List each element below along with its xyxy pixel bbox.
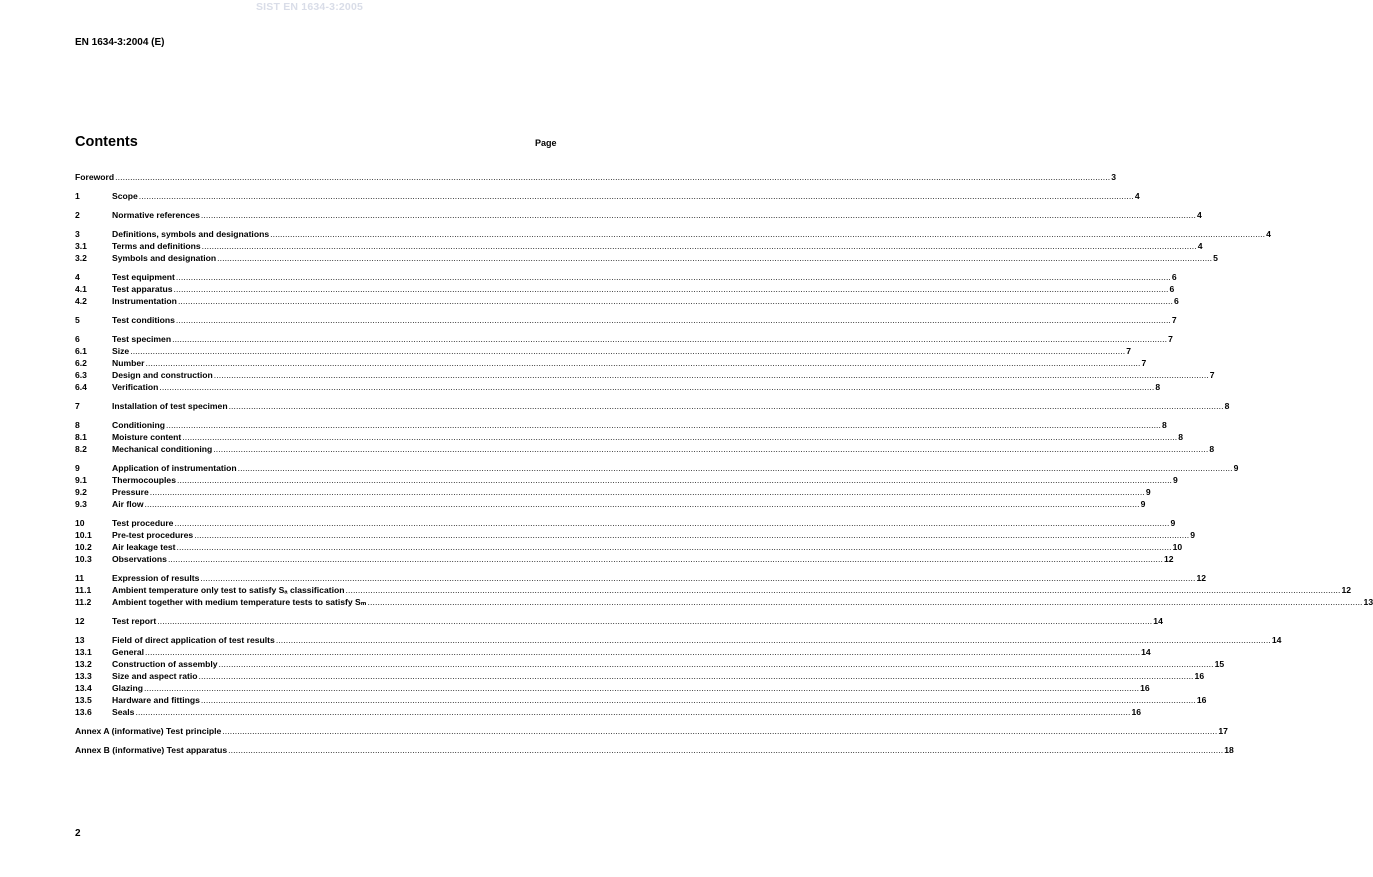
toc-leader-dots: ................................................................................................................................................................................................................................................................................................................................................................................................................	[157, 616, 1153, 626]
toc-entry[interactable]	[75, 240, 1203, 252]
toc-entry-number: 6.3	[75, 370, 87, 380]
toc-entry-page: 4	[1197, 241, 1203, 251]
toc-entry-title: Pre-test procedures	[112, 530, 194, 540]
toc-entry-title: Installation of test specimen	[112, 401, 228, 411]
toc-entry-number: 13.1	[75, 647, 92, 657]
toc-entry-page: 14	[1153, 616, 1163, 626]
toc-leader-dots: ................................................................................................................................................................................................................................................................................................................................................................................................................	[275, 635, 1271, 645]
toc-entry-page: 6	[1173, 296, 1179, 306]
toc-entry-page: 7	[1168, 334, 1173, 344]
toc-entry[interactable]	[75, 381, 1161, 393]
toc-entry[interactable]	[75, 584, 1352, 596]
toc-leader-dots: ................................................................................................................................................................................................................................................................................................................................................................................................................	[138, 191, 1134, 201]
toc-entry-title: Conditioning	[112, 420, 165, 430]
toc-entry-page: 7	[1209, 370, 1215, 380]
toc-entry[interactable]	[75, 553, 1174, 565]
toc-entry-title: Pressure	[112, 487, 149, 497]
toc-entry-number: 4.2	[75, 296, 87, 306]
toc-leader-dots: ................................................................................................................................................................................................................................................................................................................................................................................................................	[145, 358, 1141, 368]
toc-leader-dots: ................................................................................................................................................................................................................................................................................................................................................................................................................	[144, 683, 1140, 693]
toc-entry[interactable]	[75, 682, 1150, 694]
toc-leader-dots: ................................................................................................................................................................................................................................................................................................................................................................................................................	[194, 530, 1190, 540]
toc-entry-number: 13.5	[75, 695, 92, 705]
toc-entry-number: 3	[75, 229, 80, 239]
toc-entry-number: 13.3	[75, 671, 92, 681]
toc-leader-dots: ................................................................................................................................................................................................................................................................................................................................................................................................................	[135, 707, 1131, 717]
toc-leader-dots: ................................................................................................................................................................................................................................................................................................................................................................................................................	[217, 253, 1213, 263]
toc-entry-page: 17	[1218, 726, 1228, 736]
toc-leader-dots: ................................................................................................................................................................................................................................................................................................................................................................................................................	[175, 315, 1171, 325]
toc-entry-title: Scope	[112, 191, 138, 201]
toc-entry-number: 9.1	[75, 475, 87, 485]
toc-entry-number: 10.3	[75, 554, 92, 564]
toc-leader-dots: ................................................................................................................................................................................................................................................................................................................................................................................................................	[165, 420, 1162, 430]
toc-entry-page: 18	[1224, 745, 1234, 755]
toc-entry-title: Definitions, symbols and designations	[112, 229, 270, 239]
toc-entry-title: Terms and definitions	[112, 241, 201, 251]
toc-entry-number: 6.2	[75, 358, 87, 368]
toc-entry[interactable]	[75, 725, 1228, 737]
toc-entry-page: 16	[1140, 683, 1150, 693]
toc-entry-page: 9	[1140, 499, 1146, 509]
toc-entry-title: Air leakage test	[112, 542, 176, 552]
toc-entry-title: Observations	[112, 554, 167, 564]
toc-entry-page: 8	[1224, 401, 1230, 411]
toc-leader-dots: ................................................................................................................................................................................................................................................................................................................................................................................................................	[144, 499, 1140, 509]
watermark: SIST EN 1634-3:2005	[255, 1, 364, 13]
toc-entry-number: 11.1	[75, 585, 92, 595]
toc-entry-page: 8	[1155, 382, 1161, 392]
toc-entry-title: Construction of assembly	[112, 659, 218, 669]
toc-entry-page: 15	[1214, 659, 1225, 669]
toc-entry[interactable]	[75, 252, 1218, 264]
toc-entry-page: 16	[1196, 695, 1207, 705]
table-of-contents	[75, 171, 1373, 756]
toc-entry-page: 3	[1111, 172, 1116, 182]
toc-entry-number: 9.3	[75, 499, 87, 509]
toc-entry-number: 13	[75, 635, 85, 645]
toc-entry-number: 4.1	[75, 284, 87, 294]
toc-entry[interactable]	[75, 541, 1183, 553]
toc-entry[interactable]	[75, 474, 1178, 486]
toc-entry-page: 9	[1173, 475, 1178, 485]
toc-leader-dots: ................................................................................................................................................................................................................................................................................................................................................................................................................	[200, 210, 1196, 220]
toc-entry[interactable]	[75, 596, 1373, 608]
toc-entry-number: 9.2	[75, 487, 87, 497]
toc-leader-dots: ................................................................................................................................................................................................................................................................................................................................................................................................................	[201, 241, 1197, 251]
toc-leader-dots: ................................................................................................................................................................................................................................................................................................................................................................................................................	[228, 401, 1224, 411]
toc-entry-title: Test equipment	[112, 272, 175, 282]
toc-entry[interactable]	[75, 658, 1225, 670]
toc-entry[interactable]	[75, 646, 1151, 658]
toc-entry-title: Moisture content	[112, 432, 182, 442]
document-header: EN 1634-3:2004 (E)	[75, 37, 165, 48]
toc-leader-dots: ................................................................................................................................................................................................................................................................................................................................................................................................................	[200, 695, 1196, 705]
toc-entry[interactable]	[75, 271, 1177, 283]
toc-entry[interactable]	[75, 369, 1215, 381]
toc-entry-number: 3.1	[75, 241, 87, 251]
toc-entry-title: Seals	[112, 707, 135, 717]
toc-entry-page: 16	[1131, 707, 1142, 717]
toc-entry-number: 10.2	[75, 542, 92, 552]
toc-entry-number: 7	[75, 401, 80, 411]
toc-leader-dots: ................................................................................................................................................................................................................................................................................................................................................................................................................	[130, 346, 1126, 356]
toc-entry-title: Ambient temperature only test to satisfy Sₐ classification	[112, 585, 345, 595]
toc-entry-title: Field of direct application of test results	[112, 635, 275, 645]
toc-entry[interactable]	[75, 333, 1173, 345]
toc-entry[interactable]	[75, 419, 1167, 431]
toc-entry[interactable]	[75, 529, 1196, 541]
toc-entry-number: 8	[75, 420, 80, 430]
toc-entry-page: 8	[1178, 432, 1184, 442]
toc-entry[interactable]	[75, 706, 1142, 718]
toc-entry-number: 10	[75, 518, 85, 528]
toc-leader-dots: ................................................................................................................................................................................................................................................................................................................................................................................................................	[172, 334, 1168, 344]
toc-entry-page: 14	[1141, 647, 1151, 657]
toc-entry[interactable]	[75, 228, 1271, 240]
toc-entry[interactable]	[75, 314, 1177, 326]
page-number: 2	[75, 828, 81, 839]
toc-entry-page: 4	[1134, 191, 1140, 201]
toc-entry[interactable]	[75, 498, 1146, 510]
toc-leader-dots: ................................................................................................................................................................................................................................................................................................................................................................................................................	[270, 229, 1266, 239]
toc-entry-title: Size	[112, 346, 130, 356]
toc-entry-title: Glazing	[112, 683, 144, 693]
toc-entry-number: 11	[75, 573, 85, 583]
toc-entry-number: 13.4	[75, 683, 92, 693]
toc-entry-number: 13.6	[75, 707, 92, 717]
toc-entry-title: General	[112, 647, 145, 657]
toc-entry-title: Foreword	[75, 172, 115, 182]
toc-leader-dots: ................................................................................................................................................................................................................................................................................................................................................................................................................	[182, 432, 1178, 442]
toc-entry-page: 4	[1266, 229, 1271, 239]
toc-leader-dots: ................................................................................................................................................................................................................................................................................................................................................................................................................	[145, 647, 1141, 657]
toc-entry-title: Test specimen	[112, 334, 172, 344]
toc-entry-title: Test conditions	[112, 315, 175, 325]
toc-entry-page: 12	[1341, 585, 1352, 595]
toc-entry-title: Number	[112, 358, 145, 368]
toc-entry-page: 12	[1163, 554, 1174, 564]
toc-leader-dots: ................................................................................................................................................................................................................................................................................................................................................................................................................	[237, 463, 1233, 473]
toc-entry-number: 11.2	[75, 597, 92, 607]
toc-entry[interactable]	[75, 615, 1163, 627]
toc-entry-number: 1	[75, 191, 80, 201]
toc-entry-number: 13.2	[75, 659, 92, 669]
toc-entry-page: 7	[1141, 358, 1147, 368]
toc-entry[interactable]	[75, 517, 1176, 529]
toc-entry-page: 16	[1194, 671, 1205, 681]
toc-entry[interactable]	[75, 283, 1175, 295]
toc-entry[interactable]	[75, 190, 1140, 202]
toc-entry[interactable]	[75, 572, 1207, 584]
toc-entry[interactable]	[75, 295, 1179, 307]
toc-entry[interactable]	[75, 209, 1202, 221]
toc-entry-number: 4	[75, 272, 80, 282]
toc-entry-number: 12	[75, 616, 85, 626]
toc-entry-number: 6.1	[75, 346, 87, 356]
toc-entry-title: Design and construction	[112, 370, 213, 380]
toc-entry-page: 10	[1172, 542, 1183, 552]
toc-entry-number: 5	[75, 315, 80, 325]
toc-leader-dots: ................................................................................................................................................................................................................................................................................................................................................................................................................	[177, 475, 1173, 485]
toc-entry-page: 9	[1170, 518, 1176, 528]
toc-entry[interactable]	[75, 744, 1234, 756]
toc-entry[interactable]	[75, 670, 1205, 682]
page-column-label: Page	[535, 138, 557, 148]
toc-entry[interactable]	[75, 400, 1230, 412]
toc-entry-title: Verification	[112, 382, 159, 392]
toc-entry[interactable]	[75, 486, 1151, 498]
toc-entry-number: 2	[75, 210, 80, 220]
toc-entry[interactable]	[75, 171, 1116, 183]
toc-leader-dots: ................................................................................................................................................................................................................................................................................................................................................................................................................	[175, 272, 1171, 282]
toc-entry-page: 7	[1126, 346, 1132, 356]
toc-leader-dots: ................................................................................................................................................................................................................................................................................................................................................................................................................	[222, 726, 1218, 736]
toc-entry[interactable]	[75, 443, 1215, 455]
toc-entry-number: 9	[75, 463, 80, 473]
toc-entry-number: 8.2	[75, 444, 87, 454]
toc-entry-page: 6	[1169, 284, 1175, 294]
toc-leader-dots: ................................................................................................................................................................................................................................................................................................................................................................................................................	[213, 370, 1209, 380]
toc-entry-page: 13	[1363, 597, 1373, 607]
toc-entry-title: Expression of results	[112, 573, 200, 583]
toc-leader-dots: ................................................................................................................................................................................................................................................................................................................................................................................................................	[115, 172, 1111, 182]
toc-entry-title: Symbols and designation	[112, 253, 217, 263]
toc-entry-title: Application of instrumentation	[112, 463, 237, 473]
toc-entry-page: 9	[1190, 530, 1196, 540]
toc-entry[interactable]	[75, 634, 1282, 646]
toc-entry[interactable]	[75, 694, 1207, 706]
toc-entry-title: Instrumentation	[112, 296, 177, 306]
toc-leader-dots: ................................................................................................................................................................................................................................................................................................................................................................................................................	[367, 597, 1363, 607]
toc-entry-title: Test apparatus	[112, 284, 173, 294]
toc-entry[interactable]	[75, 345, 1132, 357]
toc-leader-dots: ................................................................................................................................................................................................................................................................................................................................................................................................................	[213, 444, 1209, 454]
toc-entry-title: Test procedure	[112, 518, 174, 528]
toc-entry-page: 14	[1271, 635, 1282, 645]
toc-leader-dots: ................................................................................................................................................................................................................................................................................................................................................................................................................	[174, 518, 1170, 528]
toc-entry-title: Ambient together with medium temperature tests to satisfy Sₘ	[112, 597, 367, 607]
toc-entry-title: Annex A (informative) Test principle	[75, 726, 222, 736]
toc-leader-dots: ................................................................................................................................................................................................................................................................................................................................................................................................................	[177, 296, 1173, 306]
toc-entry-number: 6.4	[75, 382, 87, 392]
toc-entry[interactable]	[75, 462, 1239, 474]
toc-entry-title: Size and aspect ratio	[112, 671, 198, 681]
toc-entry-title: Air flow	[112, 499, 144, 509]
toc-entry-page: 9	[1145, 487, 1151, 497]
toc-entry-page: 8	[1162, 420, 1167, 430]
toc-leader-dots: ................................................................................................................................................................................................................................................................................................................................................................................................................	[167, 554, 1163, 564]
toc-entry-page: 12	[1196, 573, 1207, 583]
toc-entry-number: 10.1	[75, 530, 92, 540]
toc-leader-dots: ................................................................................................................................................................................................................................................................................................................................................................................................................	[345, 585, 1341, 595]
contents-title: Contents	[75, 134, 138, 150]
toc-entry-title: Hardware and fittings	[112, 695, 200, 705]
toc-leader-dots: ................................................................................................................................................................................................................................................................................................................................................................................................................	[200, 573, 1196, 583]
toc-leader-dots: ................................................................................................................................................................................................................................................................................................................................................................................................................	[228, 745, 1224, 755]
toc-leader-dots: ................................................................................................................................................................................................................................................................................................................................................................................................................	[159, 382, 1155, 392]
toc-entry-page: 8	[1209, 444, 1215, 454]
toc-entry-number: 3.2	[75, 253, 87, 263]
toc-leader-dots: ................................................................................................................................................................................................................................................................................................................................................................................................................	[149, 487, 1145, 497]
toc-leader-dots: ................................................................................................................................................................................................................................................................................................................................................................................................................	[198, 671, 1194, 681]
toc-entry-title: Normative references	[112, 210, 200, 220]
toc-entry-page: 5	[1213, 253, 1218, 263]
toc-entry-number: 6	[75, 334, 80, 344]
toc-entry-page: 6	[1171, 272, 1177, 282]
toc-entry-title: Test report	[112, 616, 157, 626]
toc-entry[interactable]	[75, 357, 1147, 369]
toc-entry-title: Mechanical conditioning	[112, 444, 213, 454]
toc-entry-page: 7	[1171, 315, 1177, 325]
toc-entry-page: 4	[1196, 210, 1202, 220]
toc-entry-title: Thermocouples	[112, 475, 176, 485]
toc-entry-page: 9	[1233, 463, 1239, 473]
toc-leader-dots: ................................................................................................................................................................................................................................................................................................................................................................................................................	[173, 284, 1169, 294]
toc-leader-dots: ................................................................................................................................................................................................................................................................................................................................................................................................................	[218, 659, 1214, 669]
toc-entry-title: Annex B (informative) Test apparatus	[75, 745, 228, 755]
toc-entry-number: 8.1	[75, 432, 87, 442]
toc-leader-dots: ................................................................................................................................................................................................................................................................................................................................................................................................................	[176, 542, 1172, 552]
toc-entry[interactable]	[75, 431, 1184, 443]
